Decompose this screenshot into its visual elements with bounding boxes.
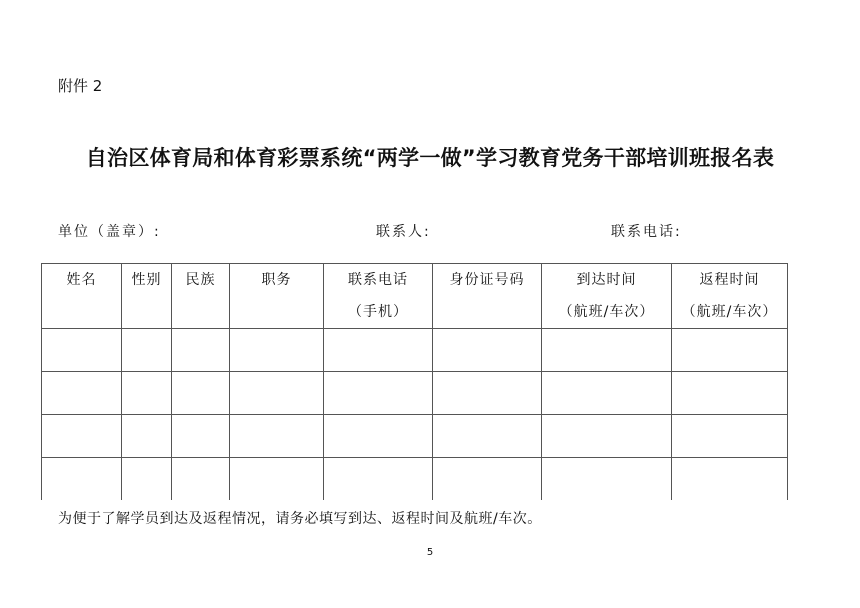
table-cell[interactable] [542, 458, 672, 501]
table-cell[interactable] [122, 415, 172, 458]
table-cell[interactable] [172, 415, 230, 458]
table-cell[interactable] [672, 415, 788, 458]
header-position: 职务 [230, 264, 324, 329]
page-number: 5 [426, 547, 434, 558]
table-cell[interactable] [324, 372, 433, 415]
table-cell[interactable] [433, 415, 542, 458]
phone-field-label: 联系电话: [611, 224, 682, 240]
footnote: 为便于了解学员到达及返程情况，请务必填写到达、返程时间及航班/车次。 [58, 511, 542, 527]
table-cell[interactable] [230, 329, 324, 372]
header-id-number: 身份证号码 [433, 264, 542, 329]
table-cell[interactable] [230, 415, 324, 458]
table-cell[interactable] [230, 372, 324, 415]
table-cell[interactable] [172, 458, 230, 501]
table-cell[interactable] [542, 415, 672, 458]
table-row [42, 415, 788, 458]
table-cell[interactable] [542, 372, 672, 415]
table-cell[interactable] [122, 329, 172, 372]
header-phone: 联系电话 （手机） [324, 264, 433, 329]
table-row [42, 329, 788, 372]
table-cell[interactable] [42, 458, 122, 501]
table-header-row [42, 264, 788, 329]
table-cell[interactable] [433, 458, 542, 501]
table-cell[interactable] [324, 329, 433, 372]
table-cell[interactable] [433, 329, 542, 372]
table-cell[interactable] [42, 329, 122, 372]
contact-field-label: 联系人: [376, 224, 431, 240]
registration-table [41, 263, 788, 500]
table-cell[interactable] [172, 329, 230, 372]
form-title: 自治区体育局和体育彩票系统“两学一做”学习教育党务干部培训班报名表 [85, 146, 775, 170]
header-gender: 性别 [122, 264, 172, 329]
unit-field-label: 单位（盖章）: [58, 224, 161, 240]
table-row [42, 372, 788, 415]
table-cell[interactable] [42, 372, 122, 415]
table-cell[interactable] [672, 458, 788, 501]
table-cell[interactable] [122, 458, 172, 501]
header-arrival-time: 到达时间 （航班/车次） [542, 264, 672, 329]
table-cell[interactable] [672, 329, 788, 372]
table-cell[interactable] [230, 458, 324, 501]
table-cell[interactable] [324, 415, 433, 458]
table-cell[interactable] [42, 415, 122, 458]
table-cell[interactable] [122, 372, 172, 415]
header-return-time: 返程时间 （航班/车次） [672, 264, 788, 329]
header-ethnicity: 民族 [172, 264, 230, 329]
table-cell[interactable] [172, 372, 230, 415]
attachment-label: 附件 2 [58, 77, 103, 95]
table-cell[interactable] [542, 329, 672, 372]
header-name: 姓名 [42, 264, 122, 329]
table-cell[interactable] [433, 372, 542, 415]
table-cell[interactable] [672, 372, 788, 415]
table-row [42, 458, 788, 501]
table-cell[interactable] [324, 458, 433, 501]
